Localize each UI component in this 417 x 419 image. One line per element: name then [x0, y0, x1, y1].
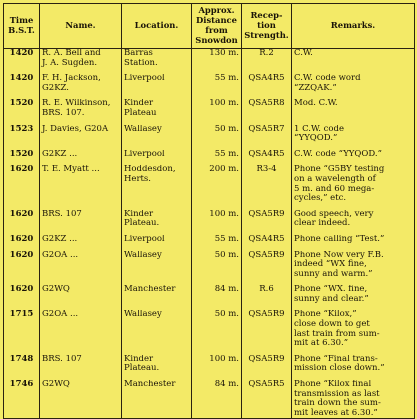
- cell-time: [4, 49, 40, 69]
- cell-distance: [192, 150, 242, 160]
- cell-distance: [192, 310, 242, 348]
- cell-location: [122, 380, 192, 419]
- cell-remarks: [292, 49, 415, 69]
- cell-remarks-text: Phone “WX. fine, sunny and clear.”: [294, 285, 369, 304]
- cell-time-text: 1715: [9, 310, 34, 320]
- cell-remarks-text: Phone calling “Test.”: [294, 234, 385, 244]
- cell-strength: [242, 49, 292, 69]
- cell-time-text: 1420: [9, 74, 34, 84]
- cell-name: [40, 125, 122, 144]
- cell-remarks: [292, 310, 415, 348]
- header-location: Location.: [122, 4, 192, 49]
- cell-distance: [192, 285, 242, 304]
- cell-remarks-text: 1 C.W. code “YYQOD.”: [294, 124, 345, 144]
- cell-remarks-text: Mod. C.W.: [294, 99, 338, 109]
- cell-remarks-text: C.W.: [294, 48, 313, 58]
- cell-remarks: [292, 125, 415, 144]
- cell-time: [4, 165, 40, 203]
- cell-location: [122, 49, 192, 69]
- cell-location: [122, 210, 192, 229]
- cell-location: [122, 285, 192, 304]
- cell-time: [4, 251, 40, 280]
- table-row: [4, 310, 415, 348]
- cell-distance-text: 130 m.: [209, 48, 239, 58]
- cell-location-text: Hoddesdon, Herts.: [124, 165, 176, 184]
- cell-distance-text: 55 m.: [214, 74, 239, 84]
- cell-distance: [192, 49, 242, 69]
- cell-name: [40, 355, 122, 374]
- cell-name-text: G2WQ: [42, 380, 70, 390]
- cell-remarks: [292, 380, 415, 419]
- cell-remarks: [292, 165, 415, 203]
- cell-name-text: R. E. Wilkinson, BRS. 107.: [42, 99, 111, 118]
- cell-distance: [192, 74, 242, 93]
- cell-distance: [192, 210, 242, 229]
- cell-location: [122, 125, 192, 144]
- cell-location-text: Liverpool: [124, 149, 165, 159]
- cell-strength-text: R.6: [259, 285, 274, 295]
- cell-time: [4, 310, 40, 348]
- cell-strength-text: QSA5R7: [248, 124, 285, 134]
- cell-strength: [242, 355, 292, 374]
- cell-location-text: Wallasey: [124, 124, 162, 134]
- table-row: [4, 49, 415, 69]
- cell-location: [122, 355, 192, 374]
- table-header-row: [4, 4, 415, 49]
- cell-name-text: R. A. Bell and J. A. Sugden.: [42, 48, 101, 68]
- cell-strength: [242, 235, 292, 245]
- cell-strength-text: R.2: [259, 48, 274, 58]
- cell-strength-text: QSA4R5: [248, 74, 285, 84]
- cell-distance-text: 55 m.: [214, 149, 239, 159]
- table-row: [4, 99, 415, 118]
- table-row: [4, 125, 415, 144]
- cell-distance-text: 50 m.: [214, 310, 239, 320]
- table-row: [4, 285, 415, 304]
- cell-distance-text: 100 m.: [209, 209, 239, 219]
- cell-strength-text: QSA5R9: [248, 354, 285, 364]
- cell-name: [40, 74, 122, 93]
- cell-distance-text: 84 m.: [214, 285, 239, 295]
- cell-distance-text: 50 m.: [214, 124, 239, 134]
- cell-name: [40, 49, 122, 69]
- header-strength: Recep- tion Strength.: [242, 4, 292, 49]
- cell-remarks: [292, 99, 415, 118]
- cell-time-text: 1520: [9, 99, 34, 109]
- cell-time: [4, 74, 40, 93]
- cell-distance-text: 55 m.: [214, 234, 239, 244]
- cell-distance-text: 50 m.: [214, 250, 239, 260]
- cell-time-text: 1620: [9, 285, 34, 295]
- cell-name-text: G2KZ ...: [42, 234, 78, 244]
- table-row: [4, 150, 415, 160]
- cell-remarks: [292, 150, 415, 160]
- table-row: [4, 210, 415, 229]
- cell-distance-text: 100 m.: [209, 354, 239, 364]
- cell-time: [4, 355, 40, 374]
- cell-remarks-text: C.W. code word “ZZQAK.”: [294, 74, 361, 93]
- cell-location: [122, 74, 192, 93]
- cell-location-text: Kinder Plateau: [124, 99, 157, 118]
- cell-location-text: Kinder Plateau.: [124, 209, 160, 229]
- cell-location: [122, 310, 192, 348]
- cell-distance: [192, 99, 242, 118]
- cell-time: [4, 235, 40, 245]
- cell-location: [122, 99, 192, 118]
- cell-location-text: Wallasey: [124, 250, 162, 260]
- cell-time-text: 1620: [9, 234, 34, 244]
- cell-strength-text: QSA4R5: [248, 234, 285, 244]
- cell-location-text: Manchester: [124, 285, 176, 295]
- cell-time-text: 1523: [9, 124, 34, 134]
- cell-time: [4, 380, 40, 419]
- cell-strength: [242, 74, 292, 93]
- cell-strength-text: QSA5R8: [248, 99, 285, 109]
- cell-distance: [192, 235, 242, 245]
- cell-name-text: G2OA ...: [42, 310, 79, 320]
- cell-time: [4, 150, 40, 160]
- cell-remarks: [292, 74, 415, 93]
- reception-log-table: [3, 3, 415, 419]
- table-row: [4, 74, 415, 93]
- cell-name: [40, 150, 122, 160]
- cell-strength: [242, 150, 292, 160]
- cell-time-text: 1620: [9, 209, 34, 219]
- cell-remarks: [292, 251, 415, 280]
- table-row: [4, 235, 415, 245]
- cell-location: [122, 150, 192, 160]
- cell-remarks-text: Phone “Kilox final transmission as last train down the sum- mit leaves at 6.30.”: [294, 380, 381, 418]
- cell-location-text: Kinder Plateau.: [124, 354, 160, 374]
- cell-name-text: BRS. 107: [42, 209, 82, 219]
- cell-distance: [192, 355, 242, 374]
- cell-time-text: 1420: [9, 48, 34, 58]
- header-name: Name.: [40, 4, 122, 49]
- cell-time-text: 1620: [9, 165, 34, 175]
- cell-location-text: Wallasey: [124, 310, 162, 320]
- cell-time-text: 1746: [9, 380, 34, 390]
- cell-distance: [192, 251, 242, 280]
- cell-remarks: [292, 210, 415, 229]
- table-row: [4, 355, 415, 374]
- cell-time: [4, 210, 40, 229]
- cell-remarks-text: Phone “Final trans- mission close down.”: [294, 354, 385, 374]
- cell-remarks-text: C.W. code “YYQOD.”: [294, 149, 382, 159]
- header-distance: Approx. Distance from Snowdon: [192, 4, 242, 49]
- cell-time-text: 1520: [9, 149, 34, 159]
- cell-location: [122, 235, 192, 245]
- cell-strength: [242, 125, 292, 144]
- cell-name-text: J. Davies, G20A: [42, 124, 109, 134]
- cell-remarks: [292, 285, 415, 304]
- cell-strength: [242, 310, 292, 348]
- cell-strength-text: QSA4R5: [248, 149, 285, 159]
- cell-name-text: G2KZ ...: [42, 149, 78, 159]
- cell-name: [40, 285, 122, 304]
- table-row: [4, 165, 415, 203]
- cell-time: [4, 125, 40, 144]
- cell-strength: [242, 285, 292, 304]
- cell-strength-text: R3-4: [256, 165, 277, 175]
- cell-time: [4, 99, 40, 118]
- cell-name-text: F. H. Jackson, G2KZ.: [42, 74, 101, 93]
- cell-name: [40, 210, 122, 229]
- cell-distance-text: 100 m.: [209, 99, 239, 109]
- cell-distance: [192, 125, 242, 144]
- cell-time-text: 1748: [9, 354, 34, 364]
- cell-time: [4, 285, 40, 304]
- cell-strength: [242, 99, 292, 118]
- cell-location-text: Manchester: [124, 380, 176, 390]
- cell-name: [40, 310, 122, 348]
- cell-location-text: Liverpool: [124, 234, 165, 244]
- cell-name: [40, 235, 122, 245]
- cell-name: [40, 165, 122, 203]
- cell-remarks-text: Phone “G5BY testing on a wavelength of 5 m. and 60 mega- cycles,” etc.: [294, 165, 385, 204]
- cell-location-text: Liverpool: [124, 74, 165, 84]
- cell-strength: [242, 210, 292, 229]
- cell-name-text: T. E. Myatt ...: [42, 165, 100, 175]
- cell-remarks-text: Phone Now very F.B. indeed “WX fine, sunny and warm.”: [294, 250, 384, 279]
- cell-location: [122, 165, 192, 203]
- cell-time-text: 1620: [9, 250, 34, 260]
- cell-distance: [192, 380, 242, 419]
- cell-strength-text: QSA5R9: [248, 209, 285, 219]
- cell-distance-text: 84 m.: [214, 380, 239, 390]
- cell-distance: [192, 165, 242, 203]
- cell-strength: [242, 251, 292, 280]
- cell-remarks-text: Good speech, very clear indeed.: [294, 209, 374, 229]
- cell-strength-text: QSA5R9: [248, 310, 285, 320]
- cell-strength: [242, 165, 292, 203]
- header-time: Time B.S.T.: [4, 4, 40, 49]
- cell-location: [122, 251, 192, 280]
- cell-remarks: [292, 355, 415, 374]
- cell-name-text: G2OA ...: [42, 250, 79, 260]
- cell-strength: [242, 380, 292, 419]
- cell-name: [40, 99, 122, 118]
- cell-location-text: Barras Station.: [124, 48, 158, 68]
- cell-name: [40, 380, 122, 419]
- cell-strength-text: QSA5R5: [248, 380, 285, 390]
- cell-distance-text: 200 m.: [209, 165, 239, 175]
- table-body: [4, 49, 415, 419]
- header-remarks: Remarks.: [292, 4, 415, 49]
- cell-remarks: [292, 235, 415, 245]
- table-row: [4, 380, 415, 419]
- cell-name-text: BRS. 107: [42, 354, 82, 364]
- cell-name-text: G2WQ: [42, 285, 70, 295]
- cell-remarks-text: Phone “Kilox,” close down to get last train from sum- mit at 6.30.”: [294, 310, 380, 349]
- cell-name: [40, 251, 122, 280]
- cell-strength-text: QSA5R9: [248, 250, 285, 260]
- table-row: [4, 251, 415, 280]
